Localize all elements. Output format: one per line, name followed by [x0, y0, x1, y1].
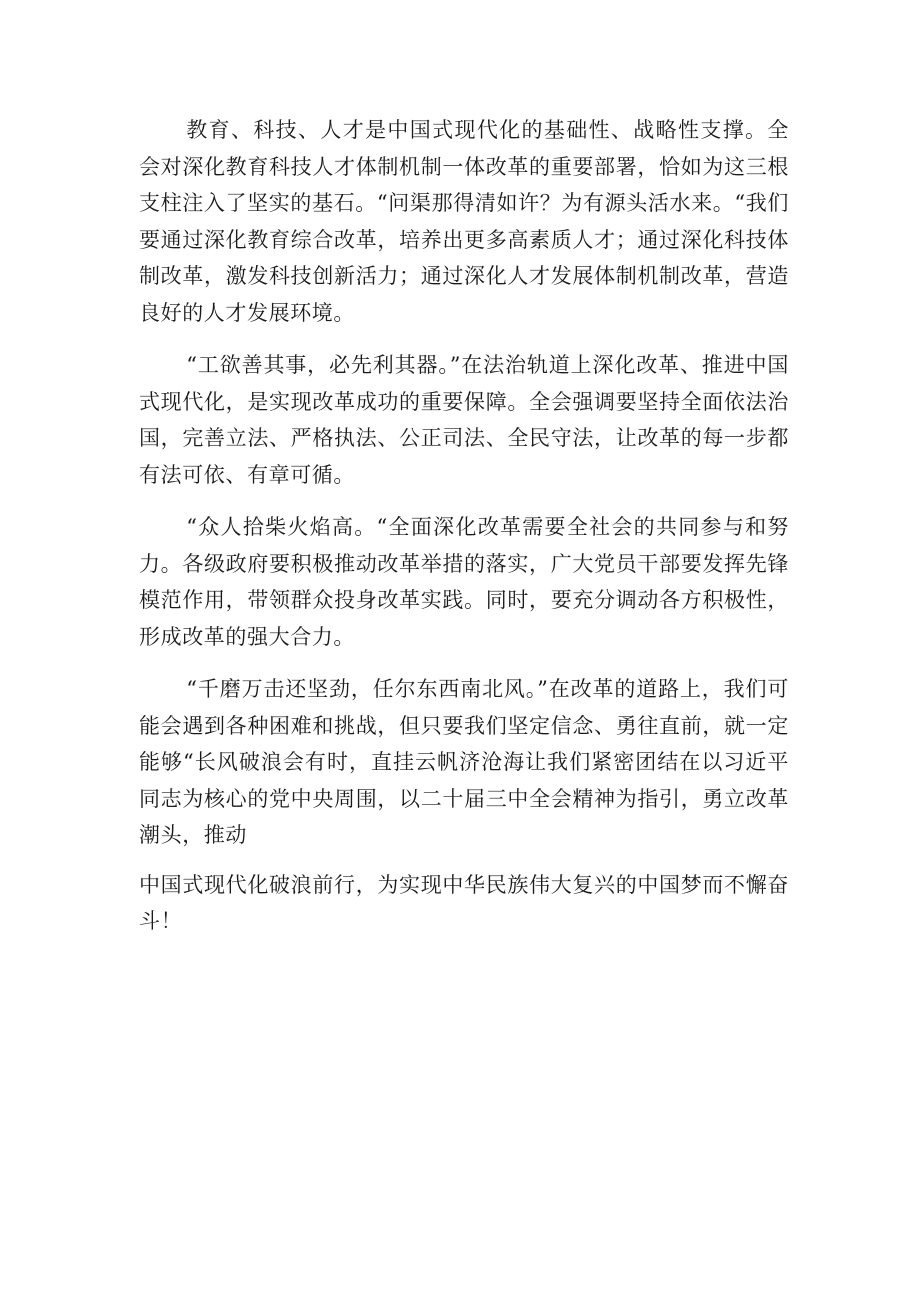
document-body: [139, 112, 789, 940]
paragraph-closing: 中国式现代化破浪前行，为实现中华民族伟大复兴的中国梦而不懈奋斗！: [139, 872, 789, 933]
paragraph-joint-effort: “众人拾柴火焰高。“全面深化改革需要全社会的共同参与和努力。各级政府要积极推动改革举措的落实，广大党员干部要发挥先锋模范作用，带领群众投身改革实践。同时，要充分调动各方积极性，形成改革的强大合力。: [139, 515, 789, 649]
paragraph-education-tech-talent: 教育、科技、人才是中国式现代化的基础性、战略性支撑。全会对深化教育科技人才体制机制一体改革的重要部署，恰如为这三根支柱注入了坚实的基石。“问渠那得清如许？为有源头活水来。“我们要通过深化教育综合改革，培养出更多高素质人才；通过深化科技体制改革，激发科技创新活力；通过深化人才发展体制机制改革，营造良好的人才发展环境。: [139, 118, 789, 325]
paragraph-rule-of-law: “工欲善其事，必先利其器。”在法治轨道上深化改革、推进中国式现代化，是实现改革成功的重要保障。全会强调要坚持全面依法治国，完善立法、严格执法、公正司法、全民守法，让改革的每一步都有法可依、有章可循。: [139, 353, 789, 487]
paragraph-perseverance: “千磨万击还坚劲，任尔东西南北风。”在改革的道路上，我们可能会遇到各种困难和挑战，但只要我们坚定信念、勇往直前，就一定能够“长风破浪会有时，直挂云帆济沧海让我们紧密团结在以习近平同志为核心的党中央周围，以二十届三中全会精神为指引，勇立改革潮头，推动: [139, 677, 789, 847]
